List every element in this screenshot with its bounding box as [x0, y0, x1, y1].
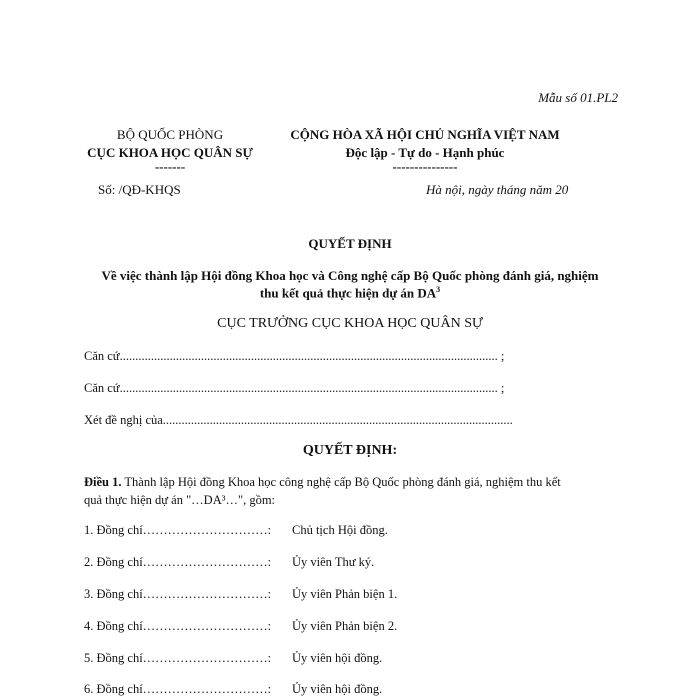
- subject-line-2-text: thu kết quả thực hiện dự án DA: [259, 285, 437, 301]
- basis-line-3: Xét đề nghị của................................................................................................................: [84, 413, 513, 427]
- article-1-label: Điều 1.: [84, 475, 122, 489]
- header-left-separator: -------: [154, 159, 186, 174]
- member-row: [84, 555, 374, 570]
- member-label: 3. Đồng chí…………………………:: [84, 587, 272, 601]
- article-1-text: Thành lập Hội đồng Khoa học công nghệ cấp Bộ Quốc phòng đánh giá, nghiệm thu kết: [121, 475, 561, 489]
- header-country: CỘNG HÒA XÃ HỘI CHỦ NGHĨA VIỆT NAM: [290, 127, 560, 142]
- header-right-separator: ---------------: [392, 159, 458, 174]
- member-role: Ủy viên Thư ký.: [292, 555, 375, 569]
- member-label: 2. Đồng chí…………………………:: [84, 555, 272, 569]
- place-date: Hà nội, ngày tháng năm 20: [426, 182, 569, 197]
- member-row: [84, 682, 382, 697]
- subject-footnote-marker: 3: [436, 285, 441, 294]
- member-row: [84, 523, 388, 538]
- member-label: 6. Đồng chí…………………………:: [84, 682, 272, 696]
- member-row: [84, 587, 397, 602]
- authority-heading: CỤC TRƯỞNG CỤC KHOA HỌC QUÂN SỰ: [217, 316, 483, 331]
- decision-title: QUYẾT ĐỊNH: [308, 236, 392, 251]
- member-row: [84, 619, 397, 634]
- member-label: 4. Đồng chí…………………………:: [84, 619, 272, 633]
- header-department: CỤC KHOA HỌC QUÂN SỰ: [87, 145, 253, 160]
- member-row: [84, 651, 382, 666]
- basis-line-1: Căn cứ......................................................................................................................... ;: [84, 349, 505, 363]
- form-code: Mẫu số 01.PL2: [538, 90, 618, 105]
- header-ministry: BỘ QUỐC PHÒNG: [116, 127, 224, 142]
- member-role: Ủy viên Phản biện 1.: [292, 587, 398, 601]
- member-role: Chủ tịch Hội đồng.: [292, 523, 388, 537]
- subject-line-1: Về việc thành lập Hội đồng Khoa học và Công nghệ cấp Bộ Quốc phòng đánh giá, nghiệm: [101, 268, 599, 283]
- article-1-line-1: [84, 475, 561, 490]
- basis-line-2: Căn cứ......................................................................................................................... ;: [84, 381, 505, 395]
- member-role: Ủy viên hội đồng.: [292, 682, 383, 696]
- article-1-line-2: quả thực hiện dự án "…DA³…", gồm:: [84, 493, 276, 507]
- header-motto: Độc lập - Tự do - Hạnh phúc: [345, 145, 505, 160]
- member-label: 1. Đồng chí…………………………:: [84, 523, 272, 537]
- member-role: Ủy viên hội đồng.: [292, 651, 383, 665]
- member-label: 5. Đồng chí…………………………:: [84, 651, 272, 665]
- subject-line-2: [0, 285, 700, 301]
- member-role: Ủy viên Phản biện 2.: [292, 619, 398, 633]
- decides-heading: QUYẾT ĐỊNH:: [302, 443, 398, 458]
- document-number: Số: /QĐ-KHQS: [98, 182, 181, 197]
